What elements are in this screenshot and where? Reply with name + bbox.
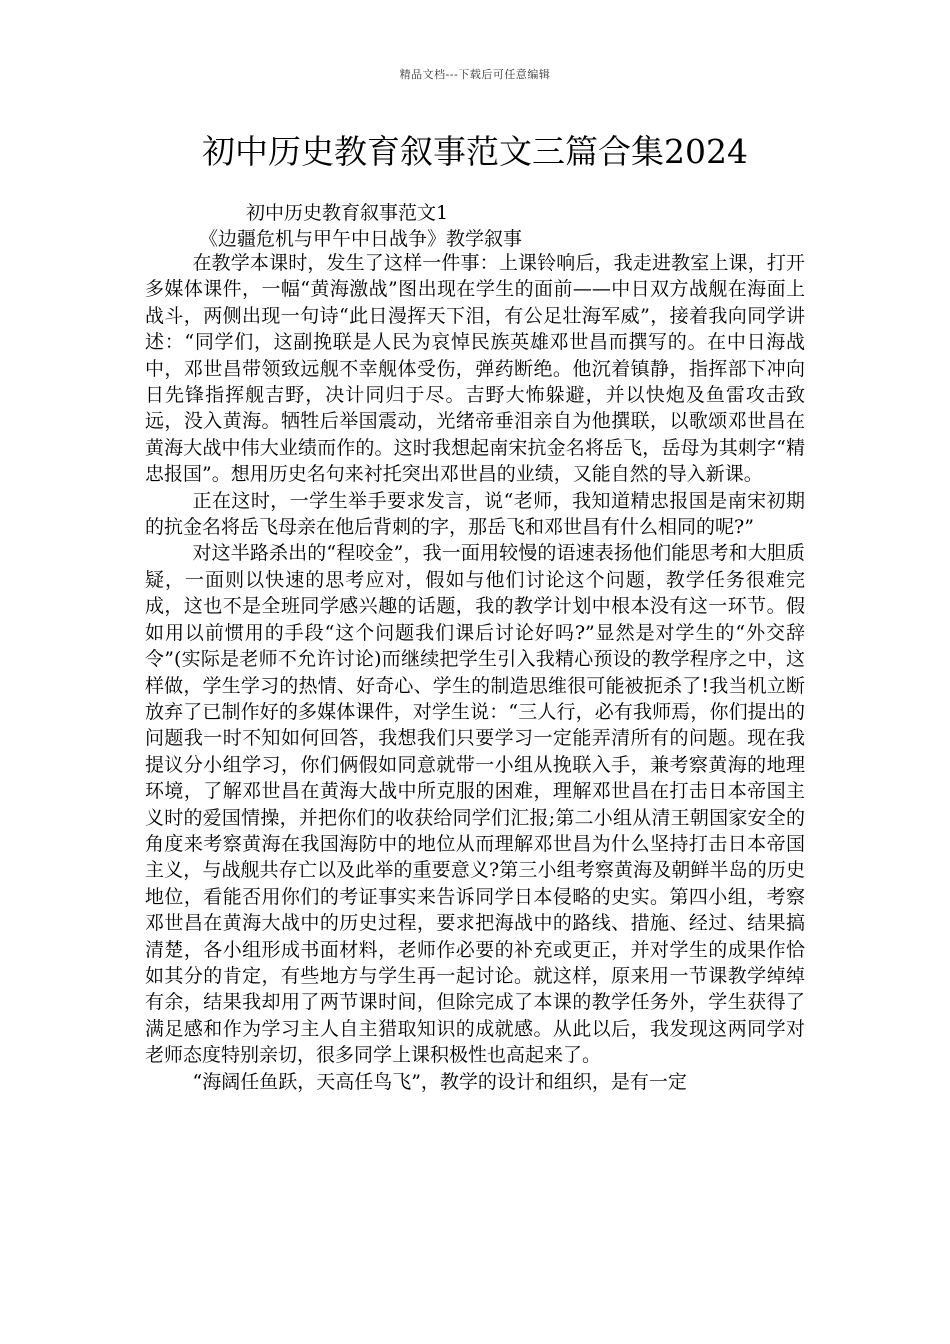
- paragraph: 在教学本课时，发生了这样一件事：上课铃响后，我走进教室上课，打开多媒体课件，一幅“黄海激战”图出现在学生的面前——中日双方战舰在海面上战斗，两侧出现一句诗“此日漫挥天下泪，有公足壮海军威”，接着我向同学讲述：“同学们，这副挽联是人民为哀悼民族英雄邓世昌而撰写的。在中日海战中，邓世昌带领致远舰不幸舰体受伤，弹药断绝。他沉着镇静，指挥部下冲向日先锋指挥舰吉野，决计同归于尽。吉野大怖躲避，并以快炮及鱼雷攻击致远，没入黄海。牺牲后举国震动，光绪帝垂泪亲自为他撰联，以歌颂邓世昌在黄海大战中伟大业绩而作的。这时我想起南宋抗金名将岳飞，岳母为其刺字“精忠报国”。想用历史名句来衬托突出邓世昌的业绩，又能自然的导入新课。: [145, 252, 805, 486]
- section-heading: 初中历史教育叙事范文1: [246, 202, 449, 224]
- document-title: 初中历史教育叙事范文三篇合集2024: [202, 132, 748, 171]
- header-note: 精品文档---下载后可任意编辑: [399, 68, 551, 81]
- paragraph: 对这半路杀出的“程咬金”，我一面用较慢的语速表扬他们能思考和大胆质疑，一面则以快速的思考应对，假如与他们讨论这个问题，教学任务很难完成，这也不是全班同学感兴趣的话题，我的教学计划中根本没有这一环节。假如用以前惯用的手段“这个问题我们课后讨论好吗?”显然是对学生的“外交辞令”(实际是老师不允许讨论)而继续把学生引入我精心预设的教学程序之中，这样做，学生学习的热情、好奇心、学生的制造思维很可能被扼杀了!我当机立断放弃了已制作好的多媒体课件，对学生说：“三人行，必有我师焉，你们提出的问题我一时不知如何回答，我想我们只要学习一定能弄清所有的问题。现在我提议分小组学习，你们俩假如同意就带一小组从挽联入手，兼考察黄海的地理环境，了解邓世昌在黄海大战中所克服的困难，理解邓世昌在打击日本帝国主义时的爱国情操，并把你们的收获给同学们汇报;第二小组从清王朝国家安全的角度来考察黄海在我国海防中的地位从而理解邓世昌为什么坚持打击日本帝国主义，与战舰共存亡以及此举的重要意义?第三小组考察黄海及朝鲜半岛的历史地位，看能否用你们的考证事实来告诉同学日本侵略的史实。第四小组，考察邓世昌在黄海大战中的历史过程，要求把海战中的路线、措施、经过、结果搞清楚，各小组形成书面材料，老师作必要的补充或更正，并对学生的成果作恰如其分的肯定，有些地方与学生再一起讨论。就这样，原来用一节课教学绰绰有余，结果我却用了两节课时间，但除完成了本课的教学任务外，学生获得了满足感和作为学习主人自主猎取知识的成就感。从此以后，我发现这两同学对老师态度特别亲切，很多同学上课积极性也高起来了。: [145, 542, 805, 1067]
- body-text: [145, 250, 805, 1095]
- paragraph: 正在这时，一学生举手要求发言，说“老师，我知道精忠报国是南宋初期的抗金名将岳飞母亲在他后背刺的字，那岳飞和邓世昌有什么相同的呢?”: [145, 489, 805, 539]
- lesson-title: 《边疆危机与甲午中日战争》教学叙事: [199, 228, 523, 250]
- paragraph: “海阔任鱼跃，天高任鸟飞”，教学的设计和组织，是有一定: [192, 1070, 687, 1093]
